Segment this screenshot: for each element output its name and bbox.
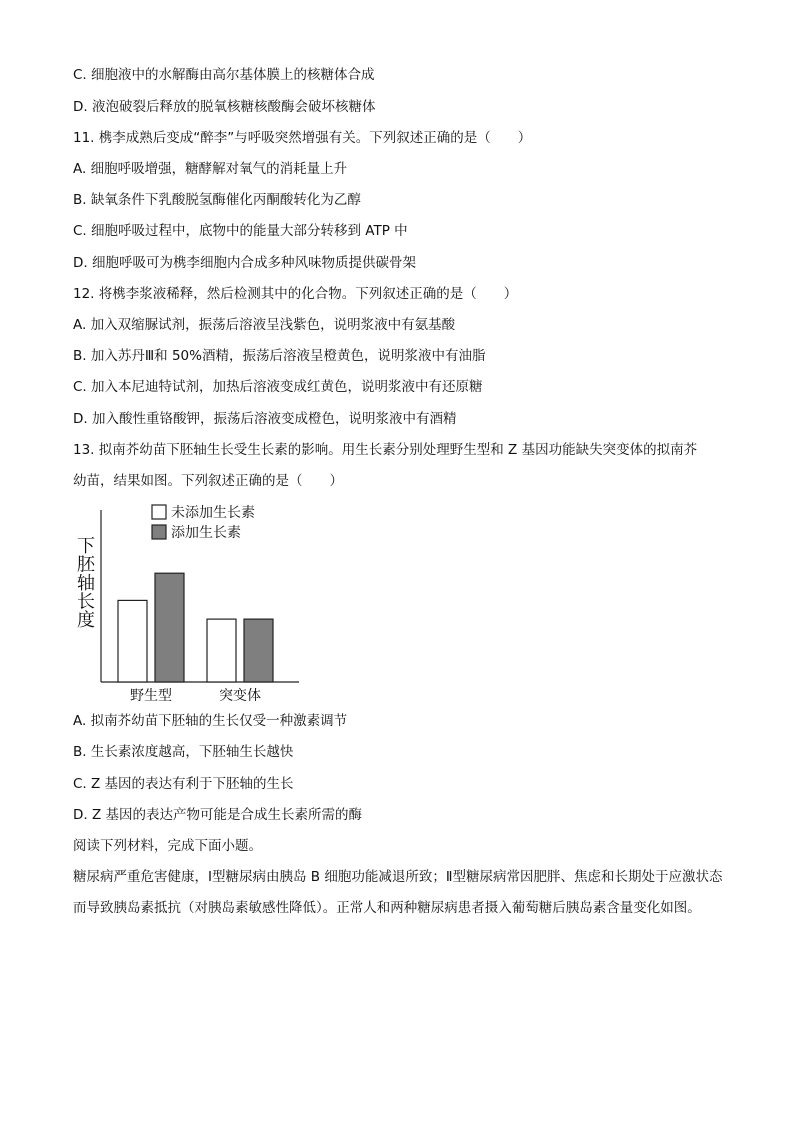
hypocotyl-bar-chart (70, 500, 300, 710)
q13-option-b: B. 生长素浓度越高，下胚轴生长越快 (73, 744, 294, 760)
q11-option-d: D. 细胞呼吸可为槜李细胞内合成多种风味物质提供碳骨架 (73, 255, 416, 271)
q11-option-c: C. 细胞呼吸过程中，底物中的能量大部分转移到 ATP 中 (73, 223, 408, 239)
y-label-char: 长 (77, 591, 95, 613)
bar (155, 573, 184, 682)
q10-option-d: D. 液泡破裂后释放的脱氧核糖核酸酶会破坏核糖体 (73, 99, 376, 115)
y-label-char: 度 (77, 610, 95, 631)
q11-option-b: B. 缺氧条件下乳酸脱氢酶催化丙酮酸转化为乙醇 (73, 192, 361, 208)
legend-swatch (152, 505, 166, 519)
chart-legend (152, 504, 255, 541)
legend-label: 添加生长素 (171, 525, 241, 541)
y-label-char: 胚 (77, 554, 95, 576)
y-label-char: 轴 (77, 573, 95, 594)
chart-bars (118, 573, 273, 682)
bar (118, 600, 147, 682)
material-intro: 阅读下列材料，完成下面小题。 (73, 838, 262, 854)
q12-stem: 12. 将槜李浆液稀释，然后检测其中的化合物。下列叙述正确的是（ ） (73, 286, 518, 302)
x-tick-labels (130, 687, 261, 704)
bar (207, 619, 236, 682)
legend-label: 未添加生长素 (171, 505, 255, 521)
y-label-char: 下 (77, 536, 95, 557)
x-tick-label: 野生型 (130, 688, 172, 704)
material-body: 糖尿病严重危害健康，Ⅰ型糖尿病由胰岛 B 细胞功能减退所致；Ⅱ型糖尿病常因肥胖、焦虑和长期处于应激状态而导致胰岛素抵抗（对胰岛素敏感性降低）。正常人和两种糖尿病患者摄入葡萄糖后胰岛素含量变化如图。 (73, 869, 723, 916)
q11-stem: 11. 槜李成熟后变成“醉李”与呼吸突然增强有关。下列叙述正确的是（ ） (73, 130, 532, 146)
q10-option-c: C. 细胞液中的水解酶由高尔基体膜上的核糖体合成 (73, 67, 375, 83)
q11-option-a: A. 细胞呼吸增强，糖酵解对氧气的消耗量上升 (73, 161, 348, 177)
x-tick-label: 突变体 (219, 688, 261, 704)
q12-option-a: A. 加入双缩脲试剂，振荡后溶液呈浅紫色，说明浆液中有氨基酸 (73, 317, 456, 333)
q13-option-a: A. 拟南芥幼苗下胚轴的生长仅受一种激素调节 (73, 713, 348, 729)
legend-swatch (152, 525, 166, 539)
q12-option-d: D. 加入酸性重铬酸钾，振荡后溶液变成橙色，说明浆液中有酒精 (73, 411, 457, 427)
y-axis-label (77, 536, 96, 631)
bar (244, 619, 273, 682)
q13-stem-line-1: 13. 拟南芥幼苗下胚轴生长受生长素的影响。用生长素分别处理野生型和 Z 基因功能缺失突变体的拟南芥 (73, 442, 698, 458)
q13-stem-line-2: 幼苗，结果如图。下列叙述正确的是（ ） (73, 473, 343, 489)
q13-option-c: C. Z 基因的表达有利于下胚轴的生长 (73, 776, 294, 792)
q12-option-b: B. 加入苏丹Ⅲ和 50%酒精，振荡后溶液呈橙黄色，说明浆液中有油脂 (73, 348, 486, 364)
q12-option-c: C. 加入本尼迪特试剂，加热后溶液变成红黄色，说明浆液中有还原糖 (73, 379, 483, 395)
q13-option-d: D. Z 基因的表达产物可能是合成生长素所需的酶 (73, 807, 363, 823)
